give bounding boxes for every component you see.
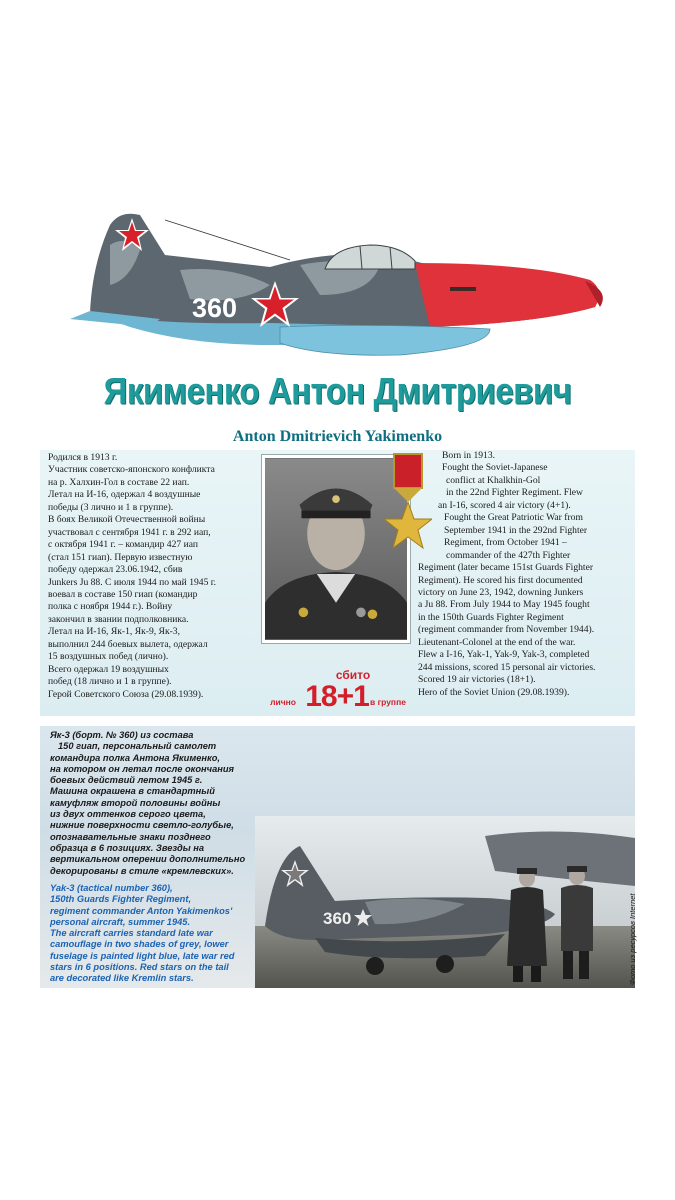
photo-credit: Фото из ресурсов Internet	[628, 893, 637, 985]
antenna-wire	[165, 220, 290, 260]
red-nose	[415, 263, 599, 327]
victories-solo-label: лично	[270, 697, 296, 707]
caption-en: Yak-3 (tactical number 360), 150th Guards Fighter Regiment, regiment commander Anton Yakimenkos' personal aircraft, summer 1945. The aircraft carries standard late war camouflage in two shades of grey, lower fuselage is painted light blue, late war red stars in 6 positions. Red stars on the tail are decorated like Kremlin stars.	[50, 883, 235, 984]
pilot-name-ru: Якименко Антон Дмитриевич	[103, 369, 572, 412]
yak3-ground-photo	[255, 816, 635, 988]
biography-ru: Родился в 1913 г. Участник советско-японского конфликта на р. Халхин-Гол в составе 22 иап. Летал на И-16, одержал 4 воздушные победы (3 лично и 1 в группе). В боях Великой Отечественной войны участвовал с сентября 1941 г. в 292 иап, с октября 1941 г. – командир 427 иап (стал 151 гиап). Первую известную победу одержал 23.06.1942, сбив Junkers Ju 88. С июля 1944 по май 1945 г. воевал в составе 150 гиап (командир полка с ноября 1944 г.). Войну закончил в звании подполковника. Летал на И-16, Як-1, Як-9, Як-3, выполнил 244 боевых вылета, одержал 15 воздушных побед (лично). Всего одержал 19 воздушных побед (18 лично и 1 в группе). Герой Советского Союза (29.08.1939).	[48, 452, 217, 700]
victories-count: 18+1	[305, 680, 369, 713]
caption-ru: Як-3 (борт. № 360) из состава 150 гиап, персональный самолет командира полка Антона Якименко, на котором он летал после окончания боевых действий летом 1945 г. Машина окрашена в стандартный камуфляж второй половины войны из двух оттенков серого цвета, нижние поверхности светло-голубые, опознавательные знаки позднего образца в 6 позициях. Звезды на вертикальном оперении дополнительно декорированы в стиле «кремлевских».	[50, 730, 246, 876]
yak3-profile-illustration	[70, 195, 610, 370]
photo-tail-number: 360	[323, 909, 352, 928]
victories-group-label: в группе	[370, 697, 406, 707]
canopy	[325, 245, 415, 269]
victories-label: сбито	[335, 668, 371, 682]
profile-tail-number: 360	[192, 293, 238, 323]
biography-en: Born in 1913. Fought the Soviet-Japanese conflict at Khalkhin-Gol in the 22nd Fighter Regiment. Flew an I-16, scored 4 air victory (4+1). Fought the Great Patriotic War from September 1941 in the 292nd Fighter Regiment, from October 1941 – commander of the 427th Fighter Regiment (later became 151st Guards Fighter Regiment). He scored his first documented victory on June 23, 1942, downing Junkers a Ju 88. From July 1944 to May 1945 fought in the 150th Guards Fighter Regiment (regiment commander from November 1944). Lieutenant-Colonel at the end of the war. Flew a I-16, Yak-1, Yak-9, Yak-3, completed 244 missions, scored 15 personal air victories. Scored 19 air victories (18+1). Hero of the Soviet Union (29.08.1939).	[418, 450, 596, 698]
wing	[280, 325, 490, 355]
pilot-name-en: Anton Dmitrievich Yakimenko	[232, 428, 443, 445]
